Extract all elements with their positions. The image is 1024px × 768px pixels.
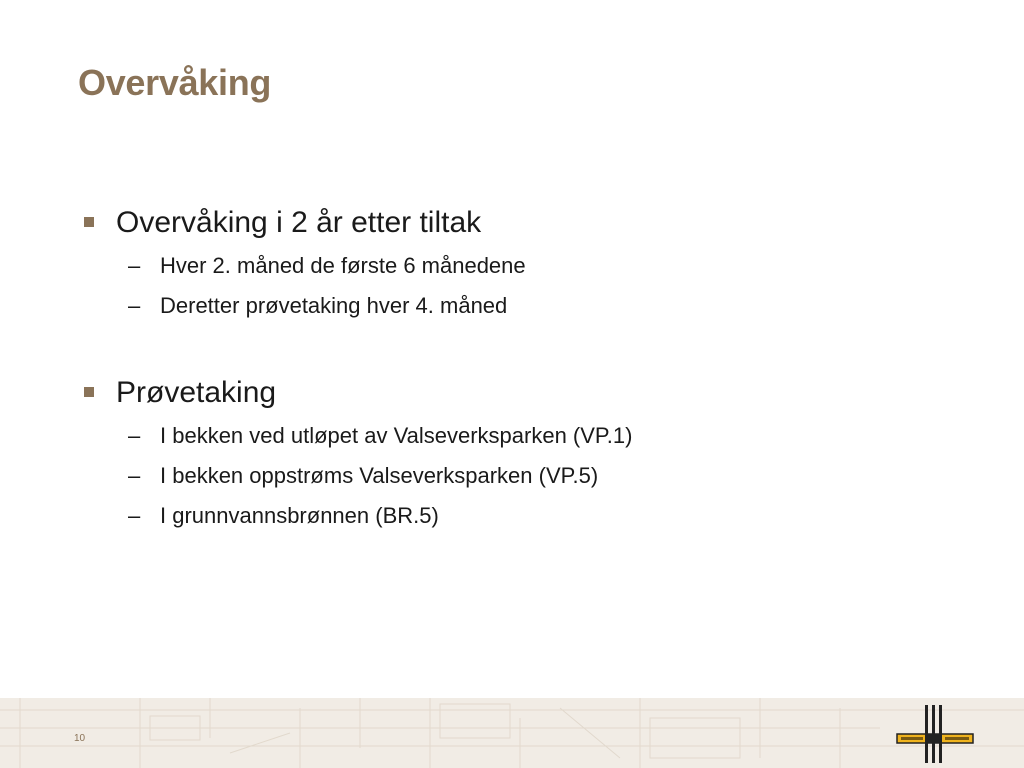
dash-bullet-icon: – (128, 503, 141, 528)
bullet-level2 (80, 416, 980, 456)
dash-bullet-icon: – (128, 293, 141, 318)
dash-bullet-icon: – (128, 463, 141, 488)
bullet-text: I bekken oppstrøms Valseverksparken (VP.5) (160, 463, 599, 488)
bullet-group (80, 370, 980, 536)
bullet-text: Prøvetaking (116, 376, 277, 409)
bullet-text: I bekken ved utløpet av Valseverksparken (VP.1) (160, 423, 633, 448)
bullet-text: I grunnvannsbrønnen (BR.5) (160, 503, 439, 528)
page-number: 10 (74, 733, 86, 744)
multiconsult-logo (895, 705, 975, 763)
square-bullet-icon (84, 217, 94, 227)
bullet-level2 (80, 246, 980, 286)
square-bullet-icon (84, 387, 94, 397)
bullet-level1 (80, 370, 980, 416)
bullet-level1 (80, 200, 980, 246)
bullet-level2 (80, 286, 980, 326)
blueprint-pattern (0, 698, 1024, 768)
bullet-group (80, 200, 980, 326)
slide-title: Overvåking (78, 62, 272, 103)
bullet-level2 (80, 496, 980, 536)
footer-band (0, 698, 1024, 768)
bullet-text: Overvåking i 2 år etter tiltak (116, 206, 482, 239)
dash-bullet-icon: – (128, 253, 141, 278)
dash-bullet-icon: – (128, 423, 141, 448)
slide-body (80, 200, 980, 536)
bullet-text: Hver 2. måned de første 6 månedene (160, 253, 526, 278)
bullet-level2 (80, 456, 980, 496)
bullet-text: Deretter prøvetaking hver 4. måned (160, 293, 508, 318)
